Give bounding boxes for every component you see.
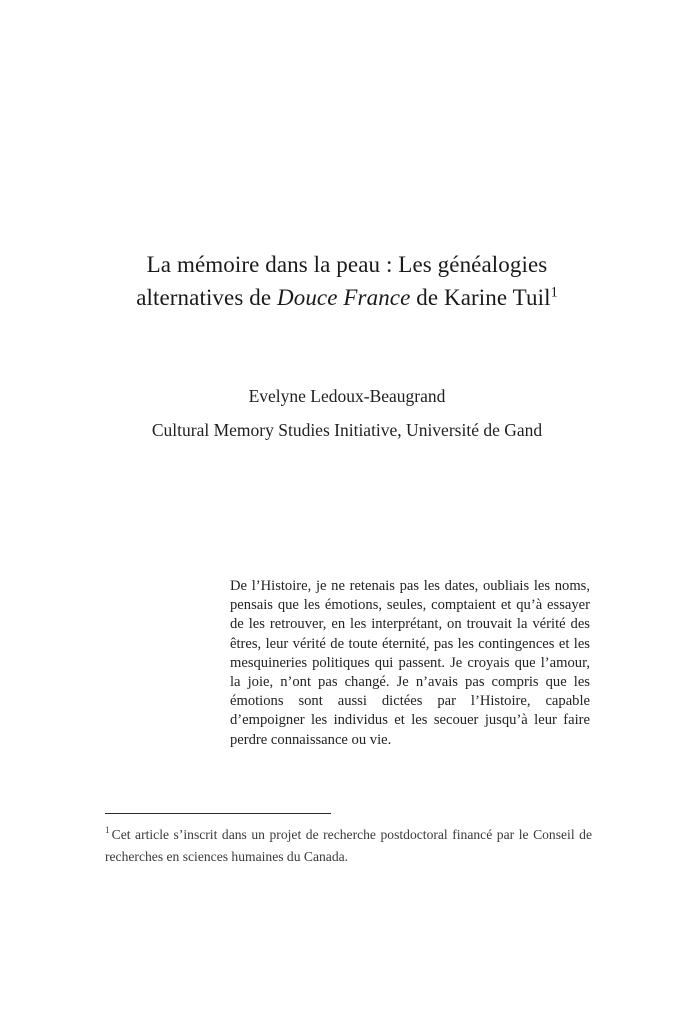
- footnote: [105, 824, 592, 867]
- title-text-1: La mémoire dans la peau : Les généalogies alternatives de: [136, 252, 548, 311]
- epigraph-quote: De l’Histoire, je ne retenais pas les dates, oubliais les noms, pensais que les émotions, seules, comptaient et qu’à essayer de les retrouver, en les interprétant, on trouvait la vérité des êtres, leur vérité de toute éternité, pas les contingences et les mesquineries politiques qui passent. Je croyais que l’amour, la joie, n’ont pas changé. Je n’avais pas compris que les émotions sont aussi dictées par l’Histoire, capable d’empoigner les individus et les secouer jusqu’à leur faire perdre connaissance ou vie.: [230, 578, 590, 748]
- article-title: [97, 248, 597, 315]
- author-affiliation: Cultural Memory Studies Initiative, Université de Gand: [151, 420, 543, 440]
- title-text-2: de Karine Tuil: [410, 285, 551, 311]
- footnote-marker: 1: [105, 825, 110, 836]
- footnote-text: Cet article s’inscrit dans un projet de recherche postdoctoral financé par le Conseil de recherches en sciences humaines du Canada.: [105, 827, 592, 864]
- title-footnote-ref: 1: [550, 284, 558, 301]
- title-work-italic: Douce France: [277, 285, 411, 311]
- footnote-separator-rule: [105, 813, 331, 814]
- author-name: Evelyne Ledoux-Beaugrand: [248, 386, 446, 406]
